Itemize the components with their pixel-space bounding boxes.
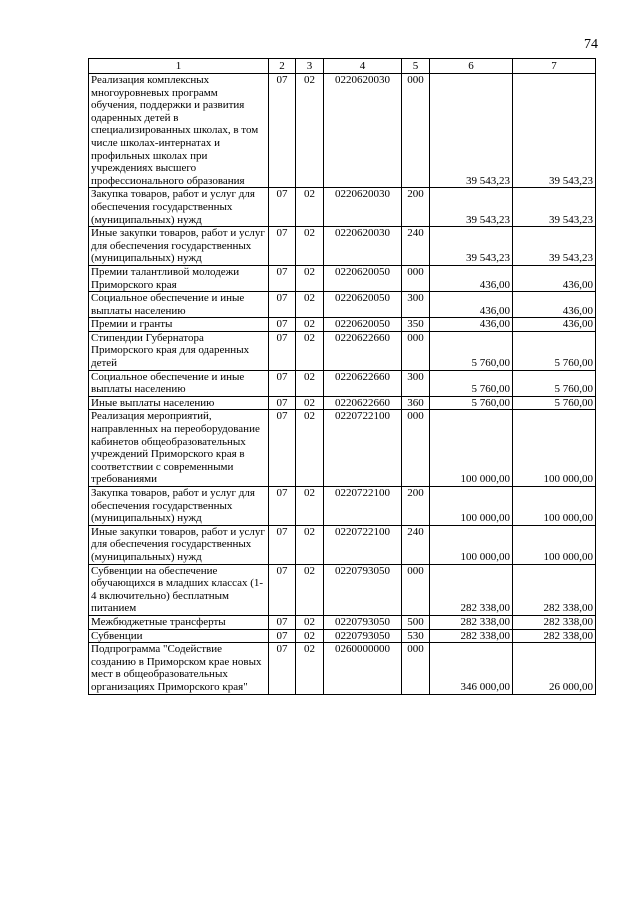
row-amount-6: 39 543,23	[430, 188, 513, 227]
row-section: 07	[269, 643, 296, 694]
table-row	[89, 370, 596, 396]
row-section: 07	[269, 410, 296, 487]
row-amount-6: 282 338,00	[430, 629, 513, 643]
row-target-article: 0220722100	[324, 410, 402, 487]
row-target-article: 0220622660	[324, 396, 402, 410]
column-header: 6	[430, 59, 513, 74]
row-amount-7: 282 338,00	[513, 615, 596, 629]
row-subsection: 02	[296, 410, 324, 487]
row-subsection: 02	[296, 643, 324, 694]
row-target-article: 0260000000	[324, 643, 402, 694]
row-section: 07	[269, 396, 296, 410]
row-section: 07	[269, 370, 296, 396]
row-name: Подпрограмма "Содействие созданию в Приморском крае новых мест в общеобразовательных организациях Приморского края"	[89, 643, 269, 694]
column-header: 1	[89, 59, 269, 74]
row-subsection: 02	[296, 564, 324, 615]
row-section: 07	[269, 331, 296, 370]
table-row	[89, 487, 596, 526]
row-subsection: 02	[296, 331, 324, 370]
row-section: 07	[269, 188, 296, 227]
row-amount-7: 282 338,00	[513, 629, 596, 643]
row-subsection: 02	[296, 629, 324, 643]
row-expense-type: 000	[402, 331, 430, 370]
row-subsection: 02	[296, 525, 324, 564]
row-target-article: 0220793050	[324, 615, 402, 629]
row-amount-6: 282 338,00	[430, 615, 513, 629]
row-section: 07	[269, 564, 296, 615]
row-name: Реализация мероприятий, направленных на переоборудование кабинетов общеобразовательных учреждений Приморского края в соответствии с современными требованиями	[89, 410, 269, 487]
row-amount-6: 5 760,00	[430, 396, 513, 410]
row-subsection: 02	[296, 370, 324, 396]
row-subsection: 02	[296, 188, 324, 227]
row-subsection: 02	[296, 74, 324, 188]
row-section: 07	[269, 615, 296, 629]
row-target-article: 0220622660	[324, 331, 402, 370]
row-amount-7: 100 000,00	[513, 525, 596, 564]
row-amount-6: 39 543,23	[430, 74, 513, 188]
table-row	[89, 227, 596, 266]
table-row	[89, 615, 596, 629]
row-target-article: 0220620030	[324, 74, 402, 188]
row-amount-6: 100 000,00	[430, 487, 513, 526]
row-subsection: 02	[296, 318, 324, 332]
row-amount-7: 5 760,00	[513, 396, 596, 410]
table-row	[89, 265, 596, 291]
row-section: 07	[269, 265, 296, 291]
row-section: 07	[269, 525, 296, 564]
row-amount-7: 436,00	[513, 265, 596, 291]
row-section: 07	[269, 487, 296, 526]
row-amount-6: 100 000,00	[430, 410, 513, 487]
row-section: 07	[269, 74, 296, 188]
table-row	[89, 396, 596, 410]
row-name: Иные закупки товаров, работ и услуг для обеспечения государственных (муниципальных) нужд	[89, 525, 269, 564]
row-name: Премии и гранты	[89, 318, 269, 332]
row-expense-type: 000	[402, 410, 430, 487]
column-header: 2	[269, 59, 296, 74]
column-header: 3	[296, 59, 324, 74]
row-expense-type: 000	[402, 74, 430, 188]
row-expense-type: 000	[402, 564, 430, 615]
row-subsection: 02	[296, 615, 324, 629]
row-amount-7: 436,00	[513, 318, 596, 332]
table-row	[89, 410, 596, 487]
column-header: 7	[513, 59, 596, 74]
row-expense-type: 530	[402, 629, 430, 643]
row-name: Стипендии Губернатора Приморского края для одаренных детей	[89, 331, 269, 370]
row-section: 07	[269, 629, 296, 643]
row-amount-7: 5 760,00	[513, 370, 596, 396]
table-row	[89, 643, 596, 694]
row-target-article: 0220793050	[324, 564, 402, 615]
row-expense-type: 000	[402, 643, 430, 694]
table-row	[89, 629, 596, 643]
table-row	[89, 292, 596, 318]
table-row	[89, 74, 596, 188]
row-target-article: 0220793050	[324, 629, 402, 643]
row-section: 07	[269, 318, 296, 332]
table-row	[89, 525, 596, 564]
row-target-article: 0220722100	[324, 525, 402, 564]
row-target-article: 0220620050	[324, 318, 402, 332]
table-row	[89, 318, 596, 332]
row-target-article: 0220620030	[324, 188, 402, 227]
row-amount-6: 5 760,00	[430, 331, 513, 370]
row-expense-type: 240	[402, 227, 430, 266]
row-amount-7: 100 000,00	[513, 410, 596, 487]
row-section: 07	[269, 292, 296, 318]
table-header-row	[89, 59, 596, 74]
table-row	[89, 188, 596, 227]
row-expense-type: 300	[402, 292, 430, 318]
row-expense-type: 360	[402, 396, 430, 410]
table-row	[89, 564, 596, 615]
row-section: 07	[269, 227, 296, 266]
column-header: 4	[324, 59, 402, 74]
row-name: Социальное обеспечение и иные выплаты населению	[89, 292, 269, 318]
row-target-article: 0220622660	[324, 370, 402, 396]
row-amount-6: 436,00	[430, 318, 513, 332]
row-amount-7: 39 543,23	[513, 188, 596, 227]
page-number: 74	[584, 37, 598, 52]
row-name: Иные закупки товаров, работ и услуг для обеспечения государственных (муниципальных) нужд	[89, 227, 269, 266]
row-subsection: 02	[296, 265, 324, 291]
row-name: Субвенции	[89, 629, 269, 643]
row-name: Иные выплаты населению	[89, 396, 269, 410]
row-amount-7: 39 543,23	[513, 74, 596, 188]
row-amount-7: 26 000,00	[513, 643, 596, 694]
row-expense-type: 350	[402, 318, 430, 332]
row-name: Закупка товаров, работ и услуг для обеспечения государственных (муниципальных) нужд	[89, 487, 269, 526]
row-name: Социальное обеспечение и иные выплаты населению	[89, 370, 269, 396]
row-target-article: 0220620050	[324, 292, 402, 318]
row-amount-7: 5 760,00	[513, 331, 596, 370]
row-amount-6: 436,00	[430, 292, 513, 318]
row-expense-type: 500	[402, 615, 430, 629]
row-name: Закупка товаров, работ и услуг для обеспечения государственных (муниципальных) нужд	[89, 188, 269, 227]
row-target-article: 0220620030	[324, 227, 402, 266]
budget-table	[88, 58, 596, 695]
row-amount-6: 39 543,23	[430, 227, 513, 266]
row-expense-type: 200	[402, 487, 430, 526]
row-expense-type: 240	[402, 525, 430, 564]
row-amount-6: 100 000,00	[430, 525, 513, 564]
column-header: 5	[402, 59, 430, 74]
row-name: Премии талантливой молодежи Приморского края	[89, 265, 269, 291]
row-subsection: 02	[296, 396, 324, 410]
row-target-article: 0220722100	[324, 487, 402, 526]
row-expense-type: 300	[402, 370, 430, 396]
row-amount-7: 282 338,00	[513, 564, 596, 615]
row-subsection: 02	[296, 487, 324, 526]
row-name: Субвенции на обеспечение обучающихся в младших классах (1-4 включительно) бесплатным питанием	[89, 564, 269, 615]
row-amount-6: 5 760,00	[430, 370, 513, 396]
row-amount-6: 436,00	[430, 265, 513, 291]
row-expense-type: 000	[402, 265, 430, 291]
row-amount-6: 346 000,00	[430, 643, 513, 694]
row-amount-7: 100 000,00	[513, 487, 596, 526]
row-name: Межбюджетные трансферты	[89, 615, 269, 629]
row-subsection: 02	[296, 292, 324, 318]
row-subsection: 02	[296, 227, 324, 266]
row-amount-6: 282 338,00	[430, 564, 513, 615]
row-name: Реализация комплексных многоуровневых программ обучения, поддержки и развития одаренных детей в специализированных школах, в том числе школах-интернатах и профильных школах при учреждениях высшего профессионального образования	[89, 74, 269, 188]
row-amount-7: 436,00	[513, 292, 596, 318]
row-amount-7: 39 543,23	[513, 227, 596, 266]
row-expense-type: 200	[402, 188, 430, 227]
row-target-article: 0220620050	[324, 265, 402, 291]
table-row	[89, 331, 596, 370]
